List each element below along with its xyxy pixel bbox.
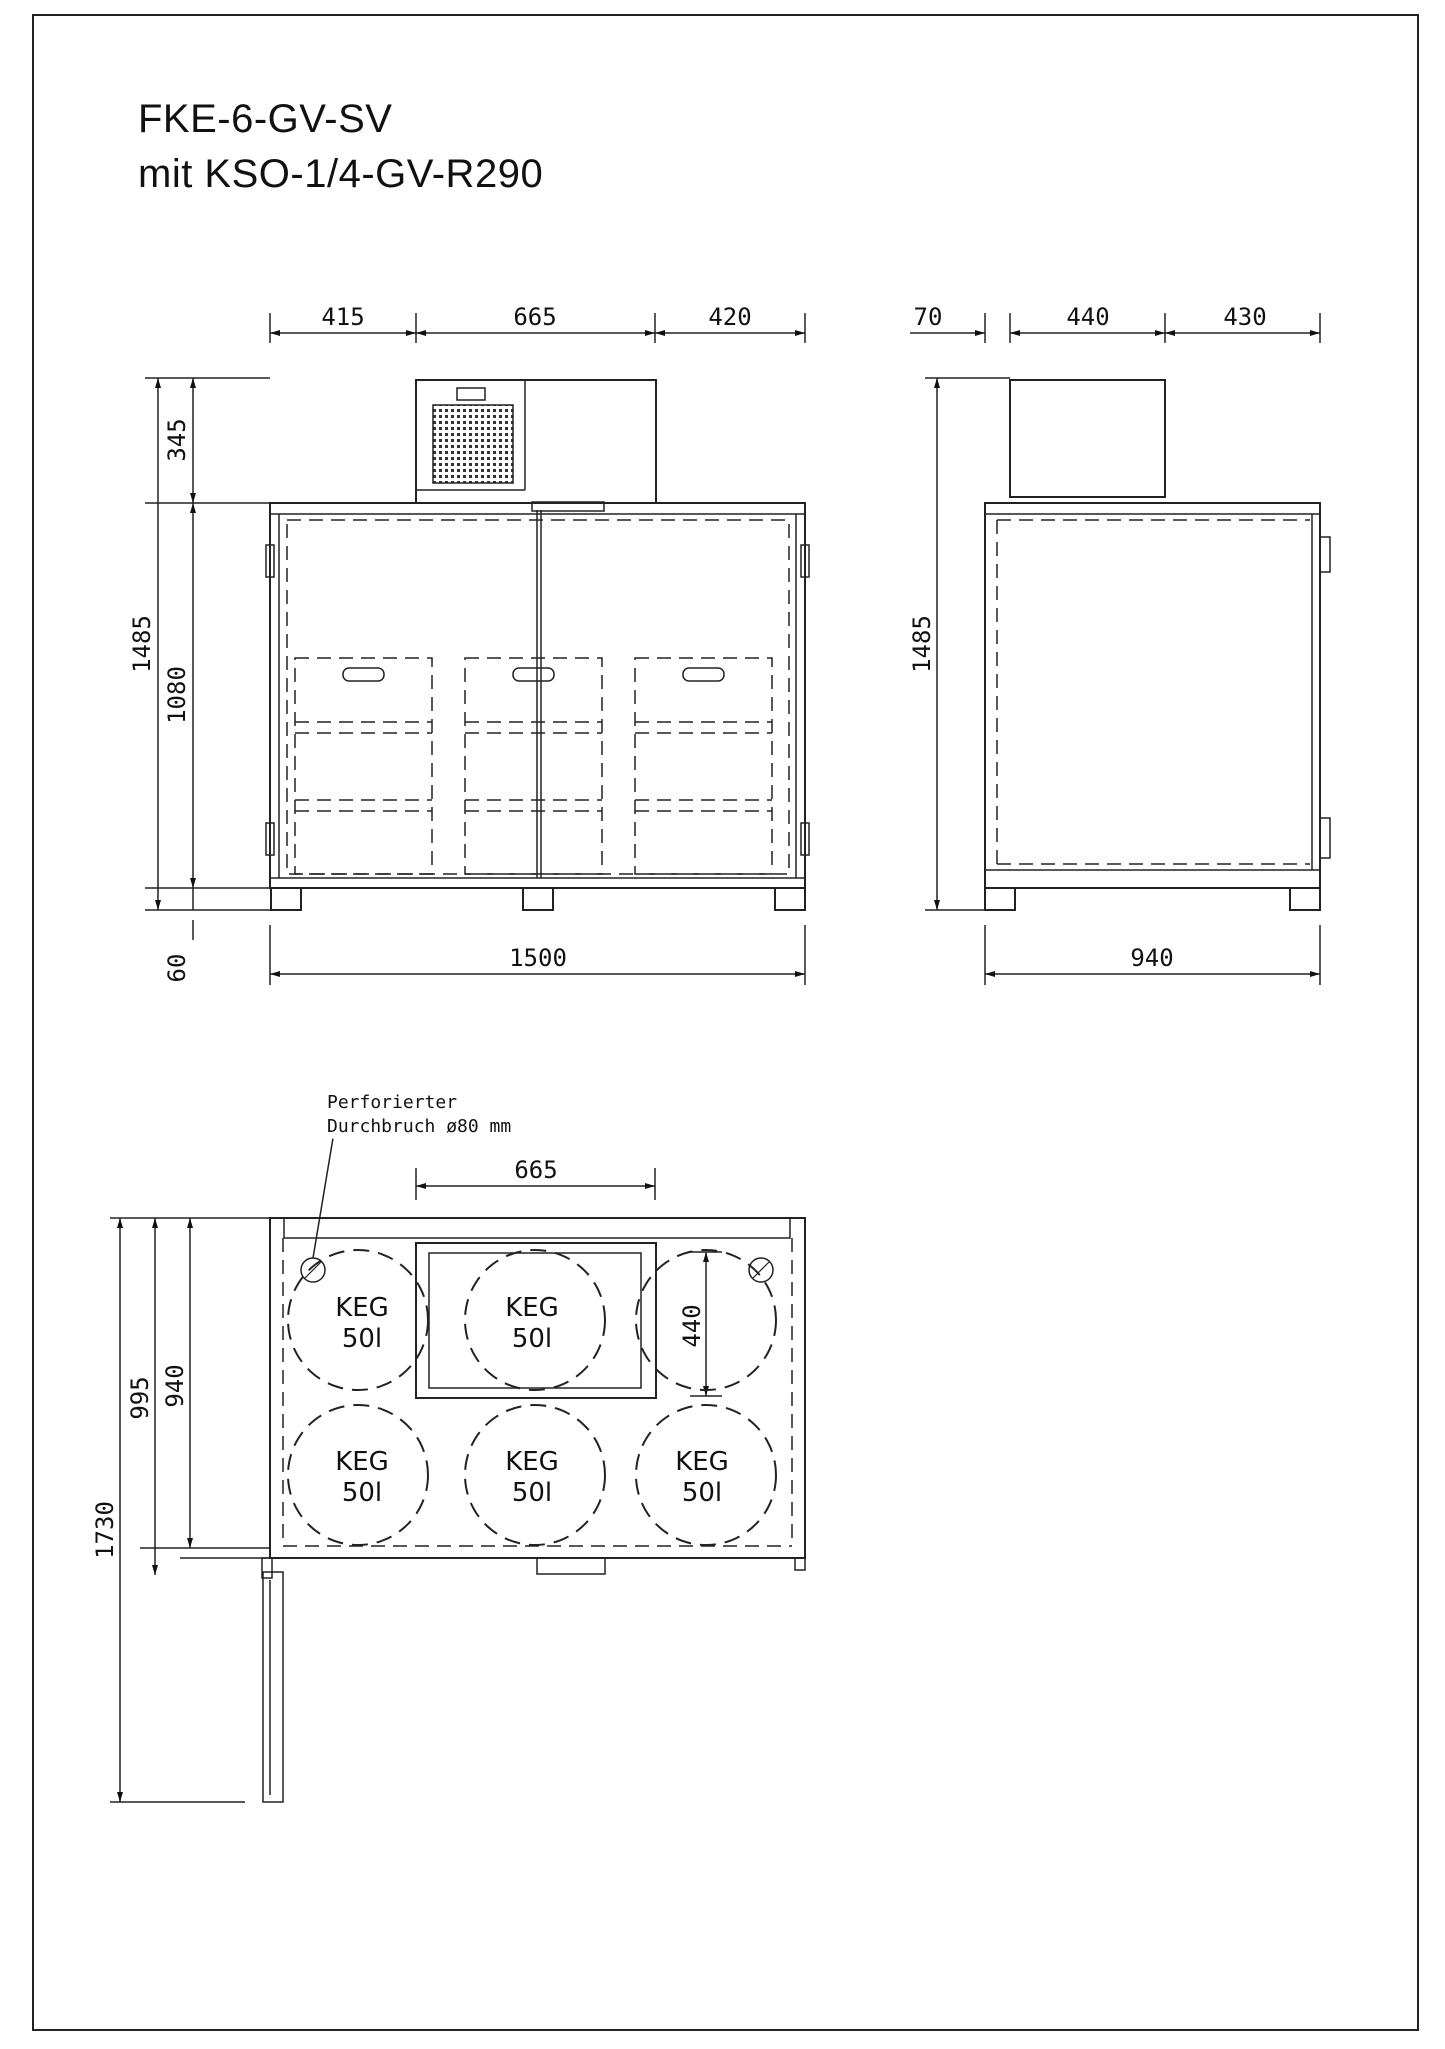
dim-label-665: 665 <box>513 303 557 331</box>
dim-label-60: 60 <box>163 953 191 983</box>
unit-display <box>457 388 485 400</box>
dim-label-70: 70 <box>913 303 943 331</box>
front-view <box>145 313 809 985</box>
interior-outline <box>287 520 789 874</box>
top-left-dimensions <box>110 1218 270 1802</box>
dim-label-440-top: 440 <box>678 1304 706 1348</box>
dim-label-1485-side: 1485 <box>908 615 936 673</box>
open-door <box>262 1558 283 1802</box>
condenser-grille <box>433 405 513 483</box>
side-view <box>910 313 1330 985</box>
side-cooling-unit <box>1010 380 1165 497</box>
keg-volume: 50l <box>341 1478 383 1508</box>
dim-label-420: 420 <box>708 303 752 331</box>
keg-volume: 50l <box>681 1478 723 1508</box>
top-view-labels <box>91 1092 729 1559</box>
dim-label-1080: 1080 <box>163 666 191 724</box>
front-keg-silhouettes <box>295 658 772 874</box>
keg-volume: 50l <box>511 1324 553 1354</box>
side-cabinet-body <box>985 503 1320 888</box>
front-keg-handles <box>343 668 724 681</box>
dim-label-940-top: 940 <box>161 1364 189 1408</box>
drawing-title: FKE-6-GV-SV <box>138 97 393 141</box>
dim-label-415: 415 <box>321 303 365 331</box>
side-hinges <box>1320 537 1330 858</box>
dim-label-440-side: 440 <box>1066 303 1110 331</box>
keg-label: KEG <box>505 1447 559 1477</box>
dim-label-940-side: 940 <box>1130 944 1174 972</box>
dim-label-430: 430 <box>1223 303 1267 331</box>
dim-label-665-top: 665 <box>514 1156 558 1184</box>
front-feet <box>271 888 805 910</box>
keg-label: KEG <box>505 1293 559 1323</box>
keg-label: KEG <box>335 1447 389 1477</box>
keg-label: KEG <box>335 1293 389 1323</box>
drawing-subtitle: mit KSO-1/4-GV-R290 <box>138 152 544 196</box>
top-door-handle <box>537 1558 605 1574</box>
dim-label-1485-front: 1485 <box>128 615 156 673</box>
note-line-1: Perforierter <box>327 1092 458 1113</box>
side-feet <box>985 888 1320 910</box>
side-dimension-labels <box>908 303 1267 972</box>
keg-label: KEG <box>675 1447 729 1477</box>
keg-volume: 50l <box>511 1478 553 1508</box>
keg-volume: 50l <box>341 1324 383 1354</box>
dim-label-995: 995 <box>126 1376 154 1420</box>
note-line-2: Durchbruch ø80 mm <box>327 1116 512 1137</box>
dim-label-1730: 1730 <box>91 1501 119 1559</box>
dim-label-1500: 1500 <box>509 944 567 972</box>
dim-label-345: 345 <box>163 418 191 462</box>
